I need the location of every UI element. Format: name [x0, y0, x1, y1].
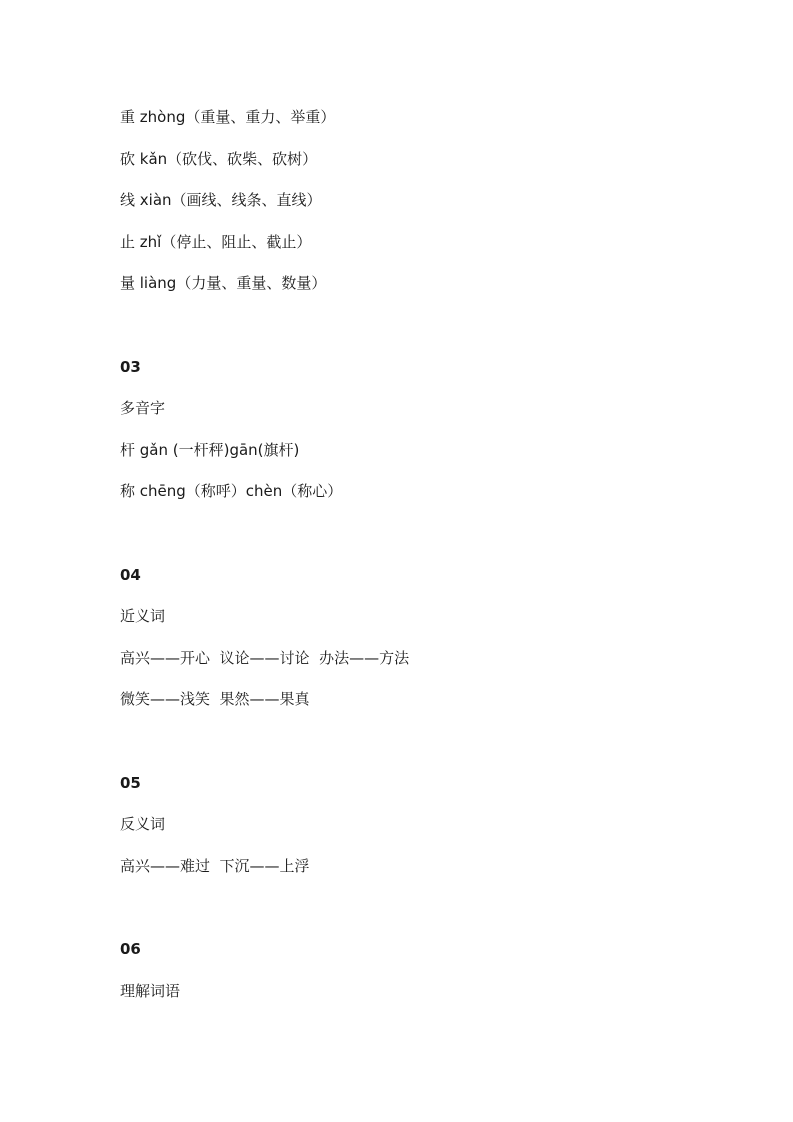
section-title-polyphones: 多音字 [120, 399, 166, 417]
section-title-antonyms: 反义词 [120, 815, 166, 833]
section-number-03: 03 [120, 358, 141, 376]
word-entry-zhong: 重 zhòng（重量、重力、举重） [120, 108, 336, 126]
polyphone-entry-cheng: 称 chēng（称呼）chèn（称心） [120, 482, 343, 500]
synonym-line-2: 微笑——浅笑 果然——果真 [120, 690, 310, 708]
section-number-05: 05 [120, 774, 141, 792]
word-entry-xian: 线 xiàn（画线、线条、直线） [120, 191, 322, 209]
section-title-understand-words: 理解词语 [120, 982, 181, 1000]
word-entry-liang: 量 liàng（力量、重量、数量） [120, 274, 327, 292]
section-title-synonyms: 近义词 [120, 607, 166, 625]
word-entry-zhi: 止 zhǐ（停止、阻止、截止） [120, 233, 312, 251]
word-entry-kan: 砍 kǎn（砍伐、砍柴、砍树） [120, 150, 318, 168]
synonym-line-1: 高兴——开心 议论——讨论 办法——方法 [120, 649, 410, 667]
section-number-04: 04 [120, 566, 141, 584]
polyphone-entry-gan: 杆 gǎn (一杆秤)gān(旗杆) [120, 441, 300, 459]
antonym-line-1: 高兴——难过 下沉——上浮 [120, 857, 310, 875]
section-number-06: 06 [120, 940, 141, 958]
